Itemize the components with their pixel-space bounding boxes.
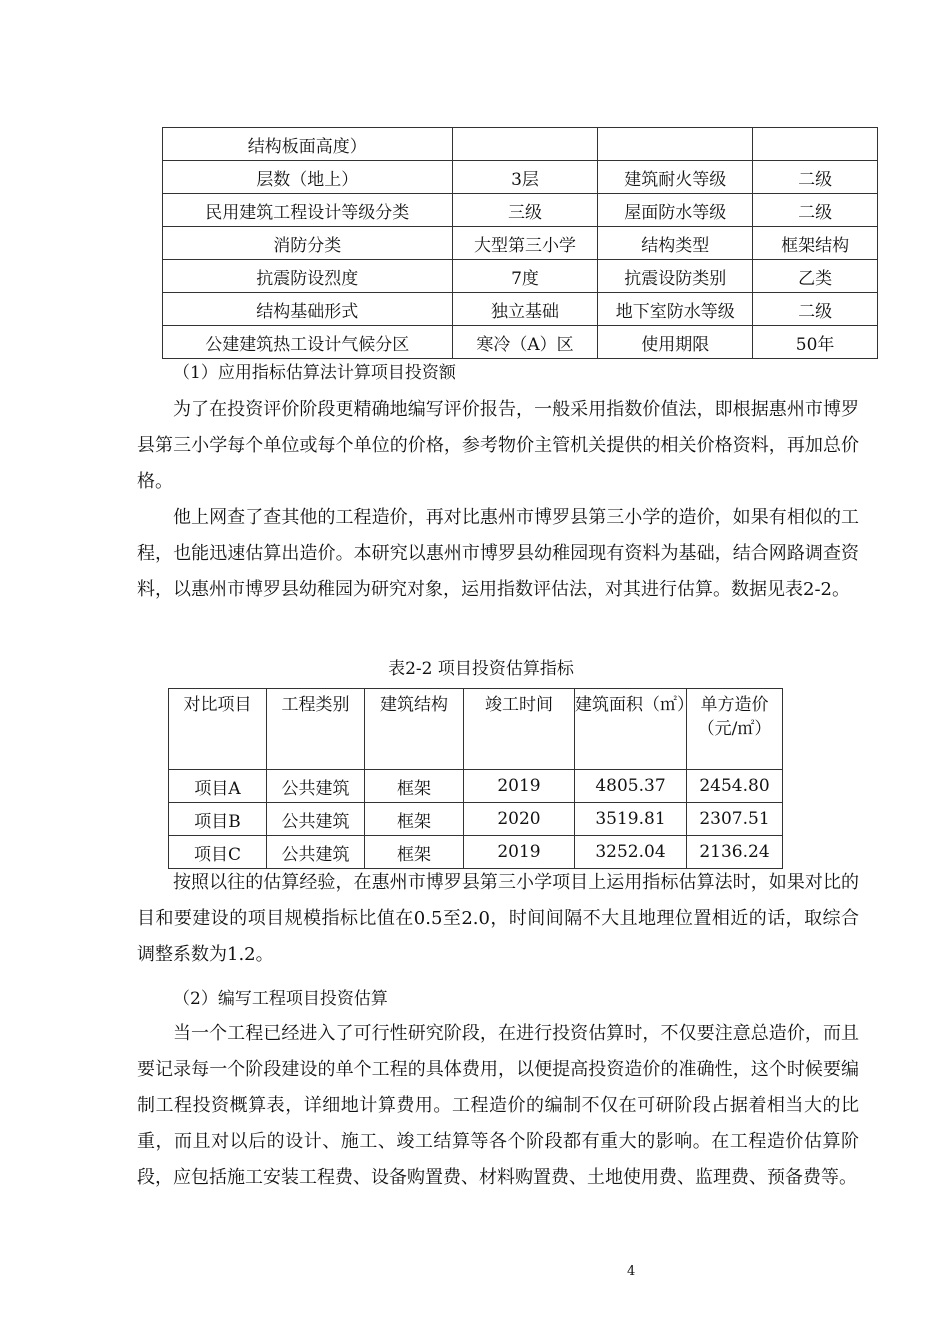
table-cell: 框架结构 bbox=[753, 227, 878, 260]
table-cell: 地下室防水等级 bbox=[598, 293, 753, 326]
table-cell: 项目A bbox=[169, 770, 267, 803]
table-row bbox=[163, 260, 878, 293]
table-cell: 结构基础形式 bbox=[163, 293, 453, 326]
table-caption: 表2-2 项目投资估算指标 bbox=[388, 659, 574, 679]
table-row bbox=[163, 227, 878, 260]
table-cell: 公共建筑 bbox=[267, 836, 365, 869]
table-cell: 7度 bbox=[452, 260, 598, 293]
table-cell: 层数（地上） bbox=[163, 161, 453, 194]
table-cell bbox=[598, 128, 753, 161]
paragraph-3: 按照以往的估算经验，在惠州市博罗县第三小学项目上运用指标估算法时，如果对比的目和要建设的项目规模指标比值在0.5至2.0，时间间隔不大且地理位置相近的话，取综合调整系数为1.2。 bbox=[137, 872, 859, 965]
table-cell: 3252.04 bbox=[575, 836, 687, 869]
paragraph-2: 他上网查了查其他的工程造价，再对比惠州市博罗县第三小学的造价，如果有相似的工程，也能迅速估算出造价。本研究以惠州市博罗县幼稚园现有资料为基础，结合网路调查资料，以惠州市博罗县幼稚园为研究对象，运用指数评估法，对其进行估算。数据见表2-2。 bbox=[137, 507, 859, 600]
page-number: 4 bbox=[627, 1264, 636, 1279]
table-row bbox=[169, 803, 783, 836]
table-cell: 结构板面高度） bbox=[163, 128, 453, 161]
table-cell: 公共建筑 bbox=[267, 803, 365, 836]
building-info-table bbox=[162, 127, 878, 359]
table-cell: 单方造价（元/㎡） bbox=[687, 689, 783, 770]
table-cell: 大型第三小学 bbox=[452, 227, 598, 260]
table-row bbox=[169, 836, 783, 869]
investment-estimate-table bbox=[168, 688, 783, 869]
paragraph-4: 当一个工程已经进入了可行性研究阶段，在进行投资估算时，不仅要注意总造价，而且要记录每一个阶段建设的单个工程的具体费用，以便提高投资造价的准确性，这个时候要编制工程投资概算表，详细地计算费用。工程造价的编制不仅在可研阶段占据着相当大的比重，而且对以后的设计、施工、竣工结算等各个阶段都有重大的影响。在工程造价估算阶段，应包括施工安装工程费、设备购置费、材料购置费、土地使用费、监理费、预备费等。 bbox=[137, 1023, 859, 1188]
table-cell: 乙类 bbox=[753, 260, 878, 293]
table-cell: 屋面防水等级 bbox=[598, 194, 753, 227]
table-row bbox=[169, 770, 783, 803]
paragraph-1: 为了在投资评价阶段更精确地编写评价报告，一般采用指数价值法，即根据惠州市博罗县第三小学每个单位或每个单位的价格，参考物价主管机关提供的相关价格资料，再加总价格。 bbox=[137, 399, 859, 492]
table-cell: 4805.37 bbox=[575, 770, 687, 803]
table-cell: 2136.24 bbox=[687, 836, 783, 869]
table-cell: 独立基础 bbox=[452, 293, 598, 326]
table-cell: 公建建筑热工设计气候分区 bbox=[163, 326, 453, 359]
table-row bbox=[169, 689, 783, 770]
table-cell: 使用期限 bbox=[598, 326, 753, 359]
table-cell: 3层 bbox=[452, 161, 598, 194]
table-cell: 消防分类 bbox=[163, 227, 453, 260]
table-cell bbox=[452, 128, 598, 161]
table-cell: 抗震设防类别 bbox=[598, 260, 753, 293]
table-cell: 二级 bbox=[753, 161, 878, 194]
table-cell: 2019 bbox=[464, 836, 575, 869]
table-cell: 框架 bbox=[365, 770, 464, 803]
table-cell: 二级 bbox=[753, 293, 878, 326]
table-cell: 2454.80 bbox=[687, 770, 783, 803]
table-row bbox=[163, 128, 878, 161]
section-heading-1: （1）应用指标估算法计算项目投资额 bbox=[173, 363, 456, 383]
table-cell: 建筑结构 bbox=[365, 689, 464, 770]
section-heading-2: （2）编写工程项目投资估算 bbox=[173, 989, 388, 1009]
table-cell: 建筑面积（㎡） bbox=[575, 689, 687, 770]
table-cell: 50年 bbox=[753, 326, 878, 359]
table-cell: 项目B bbox=[169, 803, 267, 836]
table-row bbox=[163, 293, 878, 326]
table-cell: 民用建筑工程设计等级分类 bbox=[163, 194, 453, 227]
table-cell bbox=[753, 128, 878, 161]
table-cell: 寒冷（A）区 bbox=[452, 326, 598, 359]
table-row bbox=[163, 161, 878, 194]
table-cell: 竣工时间 bbox=[464, 689, 575, 770]
table-cell: 框架 bbox=[365, 836, 464, 869]
table-cell: 工程类别 bbox=[267, 689, 365, 770]
table-cell: 2020 bbox=[464, 803, 575, 836]
table-cell: 抗震防设烈度 bbox=[163, 260, 453, 293]
table-cell: 对比项目 bbox=[169, 689, 267, 770]
table-cell: 项目C bbox=[169, 836, 267, 869]
table-cell: 三级 bbox=[452, 194, 598, 227]
table-cell: 框架 bbox=[365, 803, 464, 836]
table-row bbox=[163, 194, 878, 227]
table-cell: 3519.81 bbox=[575, 803, 687, 836]
table-row bbox=[163, 326, 878, 359]
table-cell: 公共建筑 bbox=[267, 770, 365, 803]
table-cell: 二级 bbox=[753, 194, 878, 227]
table-cell: 结构类型 bbox=[598, 227, 753, 260]
table-cell: 2307.51 bbox=[687, 803, 783, 836]
table-cell: 建筑耐火等级 bbox=[598, 161, 753, 194]
table-cell: 2019 bbox=[464, 770, 575, 803]
